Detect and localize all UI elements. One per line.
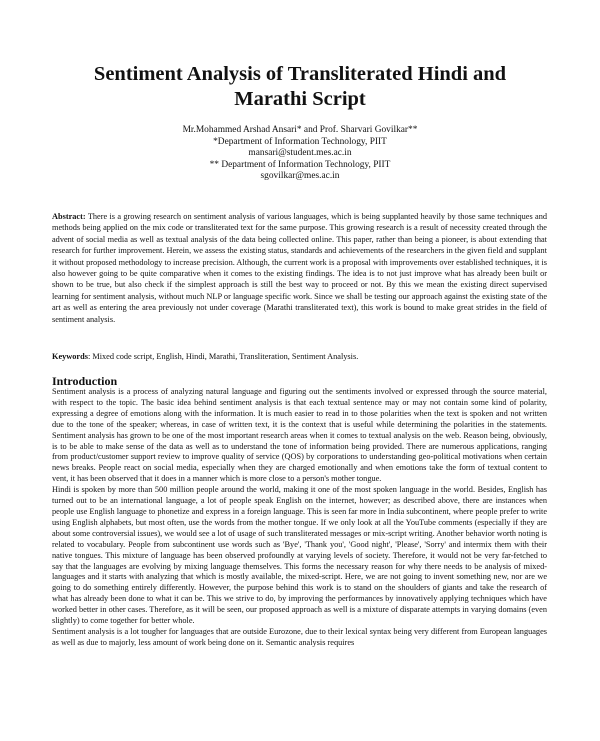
- abstract: [52, 211, 547, 325]
- author-email-1: mansari@student.mes.ac.in: [248, 148, 352, 159]
- keywords-label: Keywords: [52, 352, 88, 361]
- keywords-text: : Mixed code script, English, Hindi, Marathi, Transliteration, Sentiment Analysis.: [87, 352, 359, 361]
- introduction-paragraph: Sentiment analysis is a lot tougher for languages that are outside Eurozone, due to their lexical syntax being very different from European languages as well as due to majorly, less amount of work being done on it. Semantic analysis requires: [52, 626, 547, 647]
- paper-title: Sentiment Analysis of Transliterated Hindi and Marathi Script: [93, 63, 507, 110]
- introduction-paragraph: Sentiment analysis is a process of analyzing natural language and figuring out the sentiments involved or expressed through the source material, with respect to the topic. The basic idea behind sentiment analysis is that each textual sentence may or may not contain some kind of polarity, expressing a degree of emotions along with the information. It is much easier to read in to those polarities when the text is spoken and not written due to the tone of the speaker; whereas, in case of written text, it is the context that is useful while determining the polarities in the statements. Sentiment analysis has grown to be one of the most important research areas when it comes to textual analysis on the web. Reason being, obviously, is to be able to make sense of the data as well as to understand the tone of information being provided. There are numerous applications, ranging from product/customer support review to improve quality of service (QOS) by corporations to understanding geo-political motivations when certain news breaks. People react on social media, especially when they are charged emotionally and when emotions take the form of textual content to vent, it has been observed that it does in a manner which is more close to a person's mother tongue.: [52, 387, 547, 484]
- author-email-2: sgovilkar@mes.ac.in: [260, 171, 340, 182]
- author-affiliation-1: *Department of Information Technology, PIIT: [213, 136, 387, 147]
- author-names: Mr.Mohammed Arshad Ansari* and Prof. Sharvari Govilkar**: [182, 125, 418, 135]
- abstract-text: There is a growing research on sentiment analysis of various languages, which is being supplanted heavily by those same techniques and methods being applied on the mix code or transliterated text for the same purpose. This growing research is a result of necessity created through the advent of social media as well as textual analysis of the data being collected online. This paper, rather than being a pioneer, is about extending that research for further improvement. Herein, we assess the existing status, standards and achievements of the researchers in the given field and supplant it without proposed methodology to increase precision. Although, the current work is a proposal with improvements over established techniques, it is also however going to be quite comparative when it comes to the existing findings. The idea is to not just improve what has already been built or shown to be true, but also check if the simplest approach is still the best way to proceed or not. By this we mean the existing direct supervised learning for sentiment analysis, without much NLP or language specific work. Since we shall be testing our approach against the existing state of the art as well as entering the area previously not under coverage (Marathi transliterated text), this work is bound to make great strides in the field of sentiment analysis.: [52, 212, 547, 324]
- author-block: [52, 125, 548, 183]
- introduction-paragraph: Hindi is spoken by more than 500 million people around the world, making it one of the most spoken language in the world. Besides, English has turned out to be an international language, a lot of people speak English on the internet, however; as described above, there are instances when people use English language to phonetize and express in a foreign language. This is seen far more in India subcontinent, where people prefer to write using English alphabets, but most often, use the words from the mother tongue. If we only look at all the YouTube comments (especially if they are about some controversial issues), we would see a lot of usage of such transliterated messages or mix-script writing. Another behavior worth noting is related to vocabulary. People from subcontinent use words such as 'Bye', 'Thank you', 'Good night', 'Please', 'Sorry' and intermix them with their native tongues. This mixture of language has been observed profoundly at varying levels of society. Therefore, it would not be very far-fetched to say that the languages are evolving by mixing language themselves. This forms the necessary reason for why there needs to be analysis of mixed-languages and it starts with analyzing that which is mostly available, the mixed-script. Here, we are not going to invent something new, nor are we going to do something entirely differently. However, the purpose behind this work is to stand on the shoulders of giants and take the research of what has already been done to what it can be. This we strive to do, by improving the performances by innovatively applying techniques which have worked better in other cases. Therefore, as it will be seen, our proposed approach as well is a mixture of disparate attempts in varying domains (even slightly) to come together for better whole.: [52, 485, 547, 626]
- abstract-label: Abstract:: [52, 212, 86, 221]
- keywords: [52, 351, 547, 362]
- section-heading-introduction: Introduction: [52, 374, 118, 388]
- introduction-body: [52, 387, 547, 649]
- author-affiliation-2: ** Department of Information Technology, PIIT: [209, 159, 391, 170]
